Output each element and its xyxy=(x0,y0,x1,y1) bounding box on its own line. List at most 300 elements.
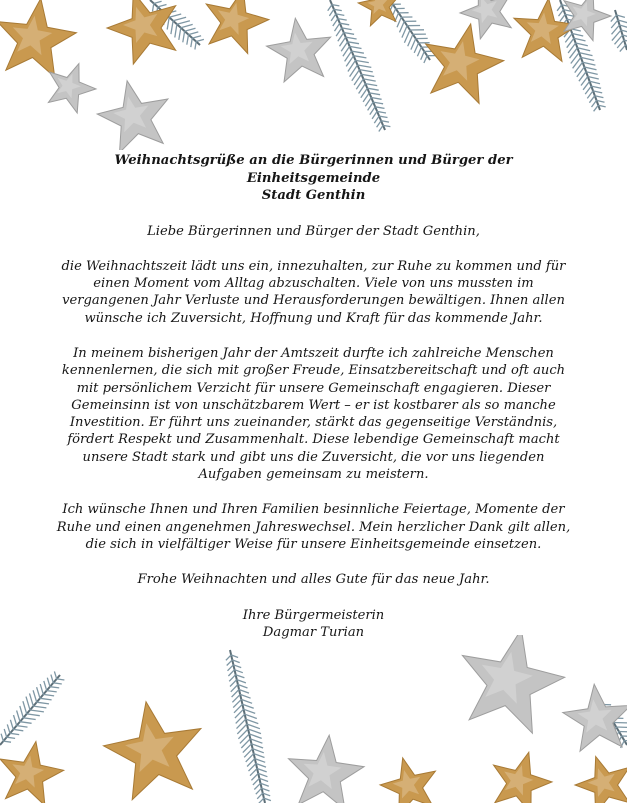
silver-star-icon xyxy=(462,635,564,733)
gold-star-icon xyxy=(107,0,176,64)
gold-star-icon xyxy=(358,0,399,26)
fir-needle xyxy=(263,793,271,796)
fir-needle xyxy=(236,714,245,723)
fir-needle xyxy=(30,710,44,712)
fir-needle xyxy=(235,670,243,673)
fir-needle xyxy=(254,754,265,758)
fir-needle xyxy=(414,43,418,53)
fir-needle xyxy=(591,86,601,88)
fir-needle xyxy=(583,62,596,65)
fir-needle xyxy=(559,10,564,17)
fir-needle xyxy=(352,70,360,81)
fir-needle xyxy=(235,709,244,718)
fir-needle xyxy=(358,65,372,67)
fir-needle xyxy=(191,38,193,47)
fir-needle xyxy=(402,26,407,38)
fir-needle xyxy=(33,690,37,702)
fir-needle xyxy=(377,121,382,128)
fir-needle xyxy=(4,729,7,737)
fir-needle xyxy=(236,675,245,678)
fir-needle xyxy=(231,655,238,658)
fir-needle xyxy=(379,116,387,117)
fir-needle xyxy=(557,5,562,11)
gold-star-icon xyxy=(380,758,435,803)
letter-paragraph-3: Ich wünsche Ihnen und Ihren Familien besinnliche Feiertage, Momente der Ruhe und einen angenehmen Jahreswechsel. Mein herzlicher Dank gilt allen, die sich in vielfältiger Weise für unsere Einheitsgemeinde einsetzen. xyxy=(56,502,571,552)
fir-needle xyxy=(37,687,40,698)
fir-needle xyxy=(421,51,425,59)
fir-needle xyxy=(17,711,20,722)
fir-needle xyxy=(370,107,375,115)
gold-star-icon xyxy=(426,24,504,104)
fir-needle xyxy=(397,17,401,27)
fir-needle xyxy=(165,11,176,14)
fir-needle xyxy=(594,105,599,111)
fir-needle xyxy=(621,741,625,749)
fir-needle xyxy=(588,77,599,80)
fir-needle xyxy=(361,74,374,76)
fir-needle xyxy=(333,19,338,26)
fir-needle xyxy=(572,34,583,37)
fir-needle xyxy=(17,726,28,728)
fir-needle xyxy=(255,759,265,763)
fir-needle xyxy=(601,709,605,718)
fir-needle xyxy=(573,57,581,68)
star-highlight xyxy=(482,652,533,704)
fir-needle xyxy=(171,21,173,34)
fir-needle xyxy=(590,81,600,83)
fir-needle xyxy=(245,714,257,718)
fir-needle xyxy=(363,93,369,102)
fir-needle xyxy=(618,20,627,23)
fir-needle xyxy=(363,79,375,81)
fir-needle xyxy=(576,43,588,46)
fir-needle xyxy=(256,764,266,768)
fir-needle xyxy=(354,74,361,85)
fir-needle xyxy=(343,46,350,56)
fir-needle xyxy=(154,1,162,3)
fir-needle xyxy=(228,665,234,671)
fir-needle xyxy=(332,5,339,6)
fir-needle xyxy=(1,734,3,741)
fir-needle xyxy=(175,24,177,37)
fir-needle xyxy=(365,98,371,107)
fir-needle xyxy=(257,769,267,772)
fir-needle xyxy=(195,42,196,50)
fir-needle xyxy=(567,38,574,47)
fir-needle xyxy=(232,694,240,702)
fir-needle xyxy=(564,29,570,38)
fir-branch-icon xyxy=(0,675,60,745)
fir-needle xyxy=(617,40,624,48)
fir-needle xyxy=(611,727,617,738)
fir-needle xyxy=(53,683,62,684)
fir-needle xyxy=(185,28,196,31)
fir-needle xyxy=(607,723,613,736)
silver-star-icon xyxy=(289,735,365,803)
fir-needle xyxy=(611,20,618,28)
fir-branch-icon xyxy=(390,0,430,60)
fir-needle xyxy=(336,28,342,36)
letter-title-line-2: Stadt Genthin xyxy=(261,188,366,203)
fir-needle xyxy=(249,764,257,772)
fir-needle xyxy=(587,91,593,99)
fir-needle xyxy=(356,79,363,89)
star-highlight xyxy=(304,752,342,789)
fir-needle xyxy=(227,660,233,666)
fir-branch-icon xyxy=(615,10,627,50)
fir-needle xyxy=(23,718,35,720)
fir-needle xyxy=(356,60,369,62)
letter-paragraph-2: In meinem bisherigen Jahr der Amtszeit durfte ich zahlreiche Menschen kennenlernen, die sich mit großer Freude, Einsatzbereitschaft und oft auch mit persönlichem Verzicht für unsere Gemeinschaft engagieren. Dieser Gemeinsinn ist von unschätzbarem Wert – er ist kostbarer als so manche Investition. Er führt uns zueinander, stärkt das gegenseitige Verständnis, fördert Respekt und Zusammenhalt. Diese lebendige Gemeinschaft macht unsere Stadt stark und gibt uns die Zuversicht, die vor uns liegenden Aufgaben gemeinsam zu meistern. xyxy=(61,345,566,483)
fir-needle xyxy=(239,690,249,694)
fir-needle xyxy=(359,84,366,94)
star-highlight xyxy=(472,0,498,23)
fir-needle xyxy=(334,9,342,10)
star-highlight xyxy=(572,2,596,27)
fir-needle xyxy=(599,705,603,713)
star-highlight xyxy=(441,41,480,81)
fir-needle xyxy=(247,759,255,767)
fir-needle xyxy=(583,81,590,90)
fir-needle xyxy=(368,102,374,110)
fir-needle xyxy=(251,773,258,780)
letter-title-line-1: Weihnachtsgrüße an die Bürgerinnen und Bürger der Einheitsgemeinde xyxy=(114,153,513,186)
fir-needle xyxy=(240,694,250,698)
fir-needle xyxy=(240,734,249,744)
fir-needle xyxy=(612,30,621,41)
fir-needle xyxy=(241,699,252,703)
fir-needle xyxy=(20,722,32,724)
fir-needle xyxy=(232,690,239,698)
fir-needle xyxy=(57,679,65,680)
stars-top xyxy=(0,0,611,150)
fir-needle xyxy=(361,88,368,98)
star-highlight xyxy=(123,7,157,43)
fir-needle xyxy=(247,724,260,729)
fir-needle xyxy=(27,714,40,716)
fir-needle xyxy=(379,125,383,131)
silver-star-icon xyxy=(563,684,627,751)
gold-star-icon xyxy=(0,0,76,77)
christmas-stars-top-border xyxy=(0,0,627,150)
letter-closing: Frohe Weihnachten und alles Gute für das neue Jahr. xyxy=(137,572,490,588)
fir-needle xyxy=(620,45,626,52)
fir-needle xyxy=(177,21,190,25)
fir-needle xyxy=(598,105,605,107)
fir-needle xyxy=(617,15,625,17)
fir-needle xyxy=(259,778,268,781)
fir-needle xyxy=(179,28,181,40)
fir-needle xyxy=(231,685,238,692)
fir-needle xyxy=(564,10,572,12)
fir-needle xyxy=(254,783,260,789)
fir-needle xyxy=(605,718,611,729)
fir-needle xyxy=(340,37,346,46)
fir-needle xyxy=(258,773,267,776)
fir-needle xyxy=(237,680,246,683)
gold-star-icon xyxy=(575,757,627,803)
fir-needle xyxy=(565,14,574,16)
star-highlight xyxy=(578,699,612,733)
fir-needle xyxy=(243,744,252,753)
fir-needle xyxy=(23,701,27,714)
fir-needle xyxy=(614,732,619,742)
fir-needle xyxy=(7,737,15,738)
fir-needle xyxy=(26,697,30,710)
fir-needle xyxy=(567,19,576,21)
gold-star-icon xyxy=(514,0,578,61)
fir-needle xyxy=(169,14,181,17)
fir-needle xyxy=(371,98,381,100)
fir-needle xyxy=(167,17,169,29)
fir-needle xyxy=(162,8,172,11)
fir-needle xyxy=(253,749,264,753)
fir-needle xyxy=(365,84,377,86)
fir-needle xyxy=(369,93,380,95)
letter-title xyxy=(52,152,575,205)
fir-needle xyxy=(54,671,56,679)
signature-block xyxy=(52,607,575,642)
fir-needle xyxy=(232,660,239,663)
fir-needle xyxy=(561,19,567,27)
fir-needle xyxy=(33,706,46,708)
fir-needle xyxy=(7,724,10,733)
fir-needle xyxy=(612,25,620,34)
fir-needle xyxy=(329,9,334,16)
fir-needle xyxy=(252,744,264,748)
fir-needle xyxy=(50,687,59,688)
fir-needle xyxy=(226,655,231,660)
fir-needle xyxy=(374,116,379,123)
fir-needle xyxy=(342,28,352,30)
fir-needle xyxy=(338,19,347,21)
fir-needle xyxy=(617,736,621,745)
silver-star-icon xyxy=(267,18,331,82)
fir-needle xyxy=(621,30,627,34)
fir-needle xyxy=(228,670,234,676)
fir-needle xyxy=(581,57,594,60)
fir-branch-icon xyxy=(600,700,627,745)
fir-needle xyxy=(242,704,253,708)
star-highlight xyxy=(57,74,81,99)
fir-needle xyxy=(237,724,247,734)
fir-needle xyxy=(381,121,389,122)
fir-needle xyxy=(37,702,49,704)
fir-needle xyxy=(44,681,47,691)
fir-needle xyxy=(160,10,162,20)
fir-needle xyxy=(262,788,270,791)
fir-needle xyxy=(585,86,591,94)
fir-needle xyxy=(372,111,377,119)
fir-needle xyxy=(230,680,237,687)
fir-needle xyxy=(352,51,364,53)
fir-needle xyxy=(579,72,586,82)
fir-needle xyxy=(173,17,186,21)
fir-needle xyxy=(244,709,256,713)
fir-needle xyxy=(10,733,19,734)
christmas-letter xyxy=(52,152,575,641)
gold-star-icon xyxy=(494,752,553,803)
silver-star-icon xyxy=(48,64,96,113)
fir-needle xyxy=(411,39,416,50)
signature-name: Dagmar Turian xyxy=(262,624,365,640)
star-highlight xyxy=(125,723,174,772)
fir-needle xyxy=(579,53,592,56)
fir-branches-top xyxy=(150,0,627,132)
fir-needle xyxy=(234,704,242,713)
star-highlight xyxy=(281,32,313,64)
fir-needle xyxy=(341,42,348,52)
fir-branch-icon xyxy=(230,650,265,803)
fir-needle xyxy=(244,749,252,758)
fir-needle xyxy=(338,33,344,42)
christmas-stars-bottom-border xyxy=(0,635,627,803)
letter-paragraph-1: die Weihnachtszeit lädt uns ein, innezuhalten, zur Ruhe zu kommen und für einen Moment vom Alltag abzuschalten. Viele von uns mussten im vergangenen Jahr Verluste und Herausforderungen bewältigen. Ihnen allen wünsche ich Zuversicht, Hoffnung und Kraft für das kommende Jahr. xyxy=(61,258,566,326)
fir-needle xyxy=(20,706,24,718)
star-highlight xyxy=(218,3,249,35)
fir-needle xyxy=(570,29,580,31)
fir-needle xyxy=(360,70,373,72)
fir-needle xyxy=(241,739,250,748)
fir-needle xyxy=(417,47,421,56)
fir-needle xyxy=(615,35,623,44)
fir-needle xyxy=(40,698,52,700)
fir-needle xyxy=(229,675,235,682)
fir-needle xyxy=(574,38,586,41)
fir-needle xyxy=(331,14,336,21)
silver-star-icon xyxy=(460,0,511,39)
fir-needle xyxy=(560,14,565,21)
fir-needle xyxy=(189,32,199,35)
letter-greeting: Liebe Bürgerinnen und Bürger der Stadt Genthin, xyxy=(147,223,480,239)
fir-needle xyxy=(589,96,594,103)
fir-needle xyxy=(40,684,43,694)
fir-needle xyxy=(246,719,258,724)
fir-branch-icon xyxy=(330,0,385,130)
fir-needle xyxy=(577,67,585,77)
stars-bottom xyxy=(0,635,627,803)
fir-needle xyxy=(187,35,189,45)
fir-needle xyxy=(584,67,596,70)
silver-star-icon xyxy=(97,81,168,150)
fir-needle xyxy=(264,798,271,801)
fir-needle xyxy=(611,15,617,22)
fir-needle xyxy=(51,675,53,683)
fir-needle xyxy=(10,720,13,730)
fir-branch-icon xyxy=(560,0,600,110)
fir-needle xyxy=(375,107,384,109)
fir-needle xyxy=(13,729,23,730)
fir-needle xyxy=(592,100,597,107)
fir-needle xyxy=(340,23,349,25)
fir-needle xyxy=(158,5,167,7)
fir-needle xyxy=(597,100,605,102)
fir-needle xyxy=(47,691,57,692)
fir-needle xyxy=(345,51,352,61)
fir-needle xyxy=(565,34,572,43)
fir-needle xyxy=(350,65,358,77)
star-highlight xyxy=(393,770,421,799)
fir-needle xyxy=(233,665,241,668)
fir-branch-icon xyxy=(150,0,200,45)
fir-needle xyxy=(354,56,367,58)
fir-needle xyxy=(400,21,405,32)
fir-needle xyxy=(373,102,383,104)
fir-needle xyxy=(346,56,353,67)
fir-needle xyxy=(259,798,264,803)
fir-needle xyxy=(344,33,354,35)
star-highlight xyxy=(527,12,559,44)
fir-needle xyxy=(593,91,602,93)
star-highlight xyxy=(367,0,388,14)
fir-needle xyxy=(395,13,399,22)
fir-needle xyxy=(424,56,427,63)
fir-needle xyxy=(256,788,262,794)
fir-needle xyxy=(47,678,50,687)
fir-needle xyxy=(164,14,166,25)
fir-needle xyxy=(192,36,201,38)
fir-needle xyxy=(570,48,578,58)
fir-needle xyxy=(153,4,154,12)
fir-needle xyxy=(250,739,262,743)
fir-needle xyxy=(335,23,340,31)
star-highlight xyxy=(588,768,615,797)
fir-needle xyxy=(253,778,260,785)
gold-star-icon xyxy=(206,0,269,54)
star-highlight xyxy=(113,96,148,132)
fir-needle xyxy=(328,5,332,11)
fir-needle xyxy=(249,734,262,739)
fir-needle xyxy=(261,783,269,786)
fir-needle xyxy=(336,14,344,16)
fir-needle xyxy=(404,30,410,43)
fir-needle xyxy=(575,62,583,72)
fir-needle xyxy=(392,9,396,17)
gold-star-icon xyxy=(104,702,201,800)
fir-needle xyxy=(156,7,158,16)
fir-needle xyxy=(581,77,588,86)
fir-needle xyxy=(562,5,570,7)
fir-needle xyxy=(43,694,54,696)
fir-needle xyxy=(568,43,576,53)
fir-needle xyxy=(183,31,185,42)
fir-needle xyxy=(196,39,204,41)
silver-star-icon xyxy=(564,0,611,41)
fir-needle xyxy=(595,96,604,98)
star-highlight xyxy=(504,765,533,795)
fir-needle xyxy=(257,793,263,799)
fir-needle xyxy=(348,60,356,71)
fir-needle xyxy=(238,729,248,739)
fir-needle xyxy=(237,719,246,729)
fir-needle xyxy=(248,729,261,734)
fir-needle xyxy=(246,754,254,762)
fir-needle xyxy=(623,35,627,38)
star-highlight xyxy=(12,756,44,788)
fir-needle xyxy=(383,125,390,126)
fir-needle xyxy=(390,4,393,11)
fir-needle xyxy=(181,24,193,27)
fir-branches-bottom xyxy=(0,650,627,803)
fir-needle xyxy=(348,42,359,44)
fir-needle xyxy=(408,34,413,46)
fir-needle xyxy=(346,37,357,39)
fir-needle xyxy=(30,693,34,706)
fir-needle xyxy=(367,88,378,90)
fir-needle xyxy=(603,714,608,724)
fir-needle xyxy=(571,53,579,64)
fir-needle xyxy=(14,715,17,726)
